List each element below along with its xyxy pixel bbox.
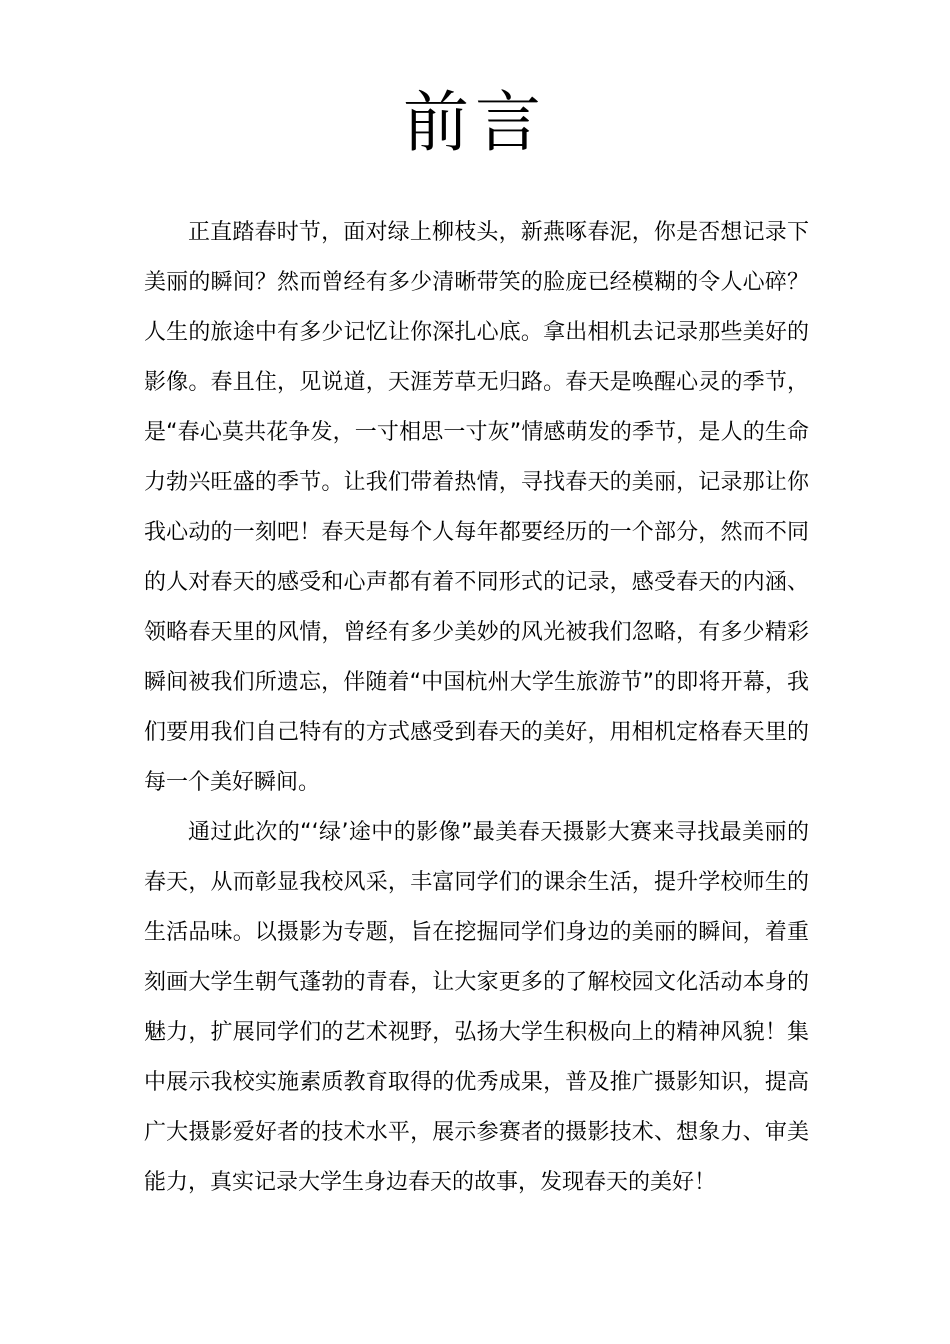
page-title: 前言 bbox=[403, 84, 547, 161]
document-body bbox=[144, 208, 809, 1208]
paragraph-intro: 正直踏春时节，面对绿上柳枝头，新燕啄春泥，你是否想记录下美丽的瞬间？然而曾经有多少清晰带笑的脸庞已经模糊的令人心碎？人生的旅途中有多少记忆让你深扎心底。拿出相机去记录那些美好的影像。春且住，见说道，天涯芳草无归路。春天是唤醒心灵的季节，是“春心莫共花争发，一寸相思一寸灰”情感萌发的季节，是人的生命力勃兴旺盛的季节。让我们带着热情，寻找春天的美丽，记录那让你我心动的一刻吧！春天是每个人每年都要经历的一个部分，然而不同的人对春天的感受和心声都有着不同形式的记录，感受春天的内涵、领略春天里的风情，曾经有多少美妙的风光被我们忽略，有多少精彩瞬间被我们所遗忘，伴随着“中国杭州大学生旅游节”的即将开幕，我们要用我们自己特有的方式感受到春天的美好，用相机定格春天里的每一个美好瞬间。 bbox=[144, 220, 809, 795]
paragraph-purpose: 通过此次的“‘绿’途中的影像”最美春天摄影大赛来寻找最美丽的春天，从而彰显我校风采，丰富同学们的课余生活，提升学校师生的生活品味。以摄影为专题，旨在挖掘同学们身边的美丽的瞬间，着重刻画大学生朝气蓬勃的青春，让大家更多的了解校园文化活动本身的魅力，扩展同学们的艺术视野，弘扬大学生积极向上的精神风貌！集中展示我校实施素质教育取得的优秀成果，普及推广摄影知识，提高广大摄影爱好者的技术水平，展示参赛者的摄影技术、想象力、审美能力，真实记录大学生身边春天的故事，发现春天的美好！ bbox=[144, 820, 809, 1195]
